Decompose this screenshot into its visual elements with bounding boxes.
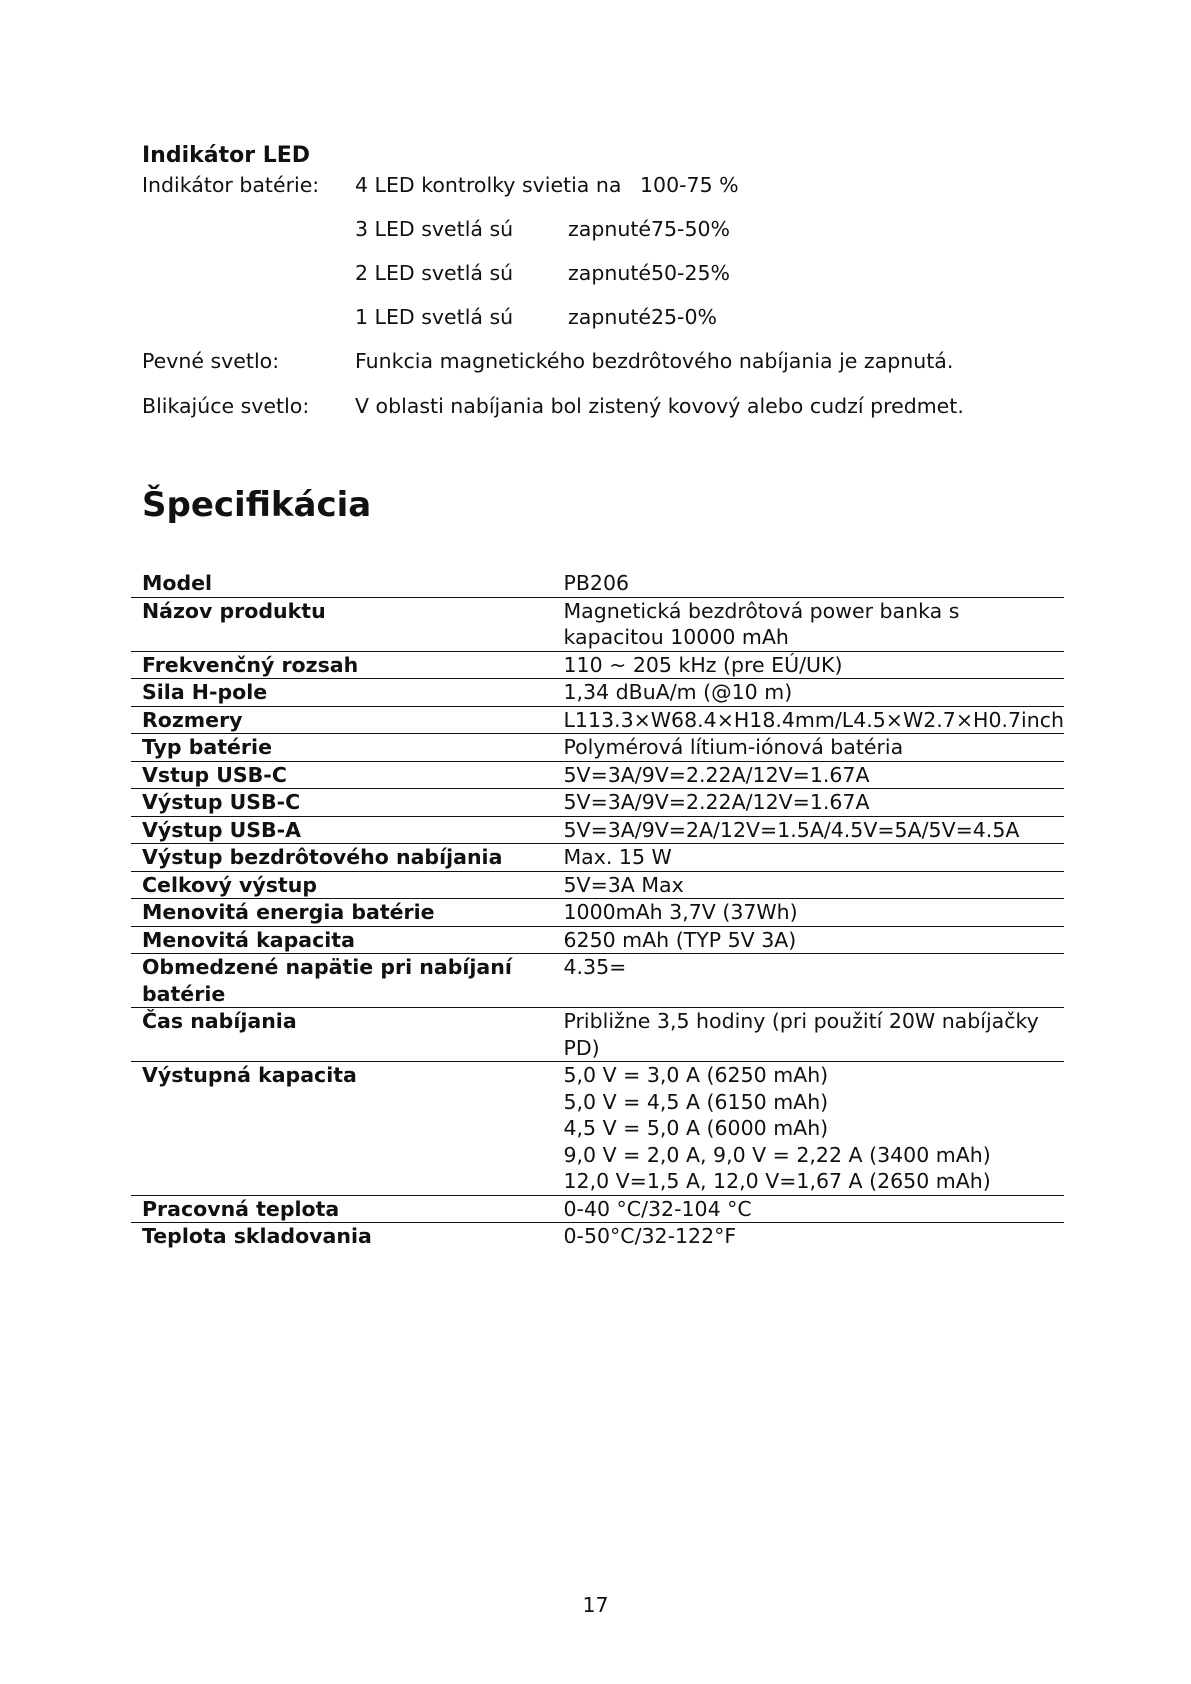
led-row-solid-light [0, 346, 1191, 376]
spec-key: Obmedzené napätie pri nabíjaní batérie [131, 954, 553, 1008]
spec-value: 5V=3A Max [553, 871, 1065, 899]
spec-key: Celkový výstup [131, 871, 553, 899]
spec-key: Výstup bezdrôtového nabíjania [131, 844, 553, 872]
solid-light-label: Pevné svetlo: [142, 349, 280, 373]
led-level-value: zapnuté25-0% [568, 305, 717, 329]
table-row [131, 899, 1064, 927]
led-level-value: 100-75 % [640, 173, 739, 197]
spec-key: Teplota skladovania [142, 1224, 372, 1248]
led-row-battery-4 [0, 170, 1191, 200]
table-row [131, 706, 1064, 734]
led-row-battery-2 [0, 258, 1191, 288]
spec-value: 5V=3A/9V=2.22A/12V=1.67A [553, 761, 1065, 789]
spec-value: L113.3×W68.4×H18.4mm/L4.5×W2.7×H0.7inch [553, 706, 1065, 734]
table-row [131, 570, 1064, 597]
table-row [131, 844, 1064, 872]
led-row-battery-1 [0, 302, 1191, 332]
table-row [131, 789, 1064, 817]
spec-value: 110 ~ 205 kHz (pre EÚ/UK) [553, 651, 1065, 679]
page-number: 17 [582, 1593, 609, 1617]
spec-value: 4.35= [553, 954, 1065, 1008]
table-row [131, 816, 1064, 844]
led-level-text: 4 LED kontrolky svietia na [355, 173, 622, 197]
spec-key: Výstupná kapacita [131, 1062, 553, 1196]
spec-key: Model [131, 570, 553, 597]
spec-key: Sila H-pole [131, 679, 553, 707]
spec-value: 5V=3A/9V=2A/12V=1.5A/4.5V=5A/5V=4.5A [553, 816, 1065, 844]
solid-light-text: Funkcia magnetického bezdrôtového nabíjania je zapnutá. [355, 349, 954, 373]
table-row [131, 597, 1064, 651]
spec-value: 0-40 °C/32-104 °C [553, 1195, 1065, 1223]
spec-value: Polymérová lítium-iónová batéria [553, 734, 1065, 762]
spec-key: Frekvenčný rozsah [131, 651, 553, 679]
spec-value: Magnetická bezdrôtová power banka s kapacitou 10000 mAh [553, 597, 1065, 651]
table-row [131, 954, 1064, 1008]
specification-title: Špecifikácia [142, 485, 372, 525]
table-row [131, 1062, 1064, 1196]
spec-key: Názov produktu [131, 597, 553, 651]
led-level-text: 2 LED svetlá sú [355, 261, 514, 285]
led-row-blinking-light [0, 391, 1191, 421]
spec-key: Čas nabíjania [131, 1008, 553, 1062]
led-row-battery-3 [0, 214, 1191, 244]
spec-value: Približne 3,5 hodiny (pri použití 20W nabíjačky PD) [553, 1008, 1065, 1062]
led-section-title: Indikátor LED [142, 143, 311, 168]
spec-key: Rozmery [131, 706, 553, 734]
specification-table [131, 570, 1064, 1250]
led-level-text: 3 LED svetlá sú [355, 217, 514, 241]
spec-value: 0-50°C/32-122°F [563, 1224, 737, 1248]
table-row [131, 734, 1064, 762]
spec-key: Menovitá kapacita [131, 926, 553, 954]
spec-key: Výstup USB-A [131, 816, 553, 844]
battery-indicator-label: Indikátor batérie: [142, 173, 320, 197]
spec-value: PB206 [553, 570, 1065, 597]
spec-key: Výstup USB-C [131, 789, 553, 817]
table-row [131, 679, 1064, 707]
spec-value: Max. 15 W [553, 844, 1065, 872]
blinking-light-label: Blikajúce svetlo: [142, 394, 310, 418]
led-level-text: 1 LED svetlá sú [355, 305, 514, 329]
table-row [131, 1223, 1064, 1250]
spec-key: Pracovná teplota [131, 1195, 553, 1223]
spec-key: Vstup USB-C [131, 761, 553, 789]
spec-key: Typ batérie [131, 734, 553, 762]
table-row [131, 871, 1064, 899]
spec-value: 6250 mAh (TYP 5V 3A) [553, 926, 1065, 954]
led-level-value: zapnuté75-50% [568, 217, 731, 241]
table-row [131, 761, 1064, 789]
spec-value: 1000mAh 3,7V (37Wh) [553, 899, 1065, 927]
led-level-value: zapnuté50-25% [568, 261, 731, 285]
blinking-light-text: V oblasti nabíjania bol zistený kovový alebo cudzí predmet. [355, 394, 964, 418]
table-row [131, 651, 1064, 679]
table-row [131, 926, 1064, 954]
spec-value: 5,0 V = 3,0 A (6250 mAh) 5,0 V = 4,5 A (6150 mAh) 4,5 V = 5,0 A (6000 mAh) 9,0 V = 2,0 A, 9,0 V = 2,22 A (3400 mAh) 12,0 V=1,5 A, 12,0 V=1,67 A (2650 mAh) [553, 1062, 1065, 1196]
spec-value: 5V=3A/9V=2.22A/12V=1.67A [553, 789, 1065, 817]
spec-key: Menovitá energia batérie [131, 899, 553, 927]
table-row [131, 1195, 1064, 1223]
table-row [131, 1008, 1064, 1062]
spec-value: 1,34 dBuA/m (@10 m) [553, 679, 1065, 707]
